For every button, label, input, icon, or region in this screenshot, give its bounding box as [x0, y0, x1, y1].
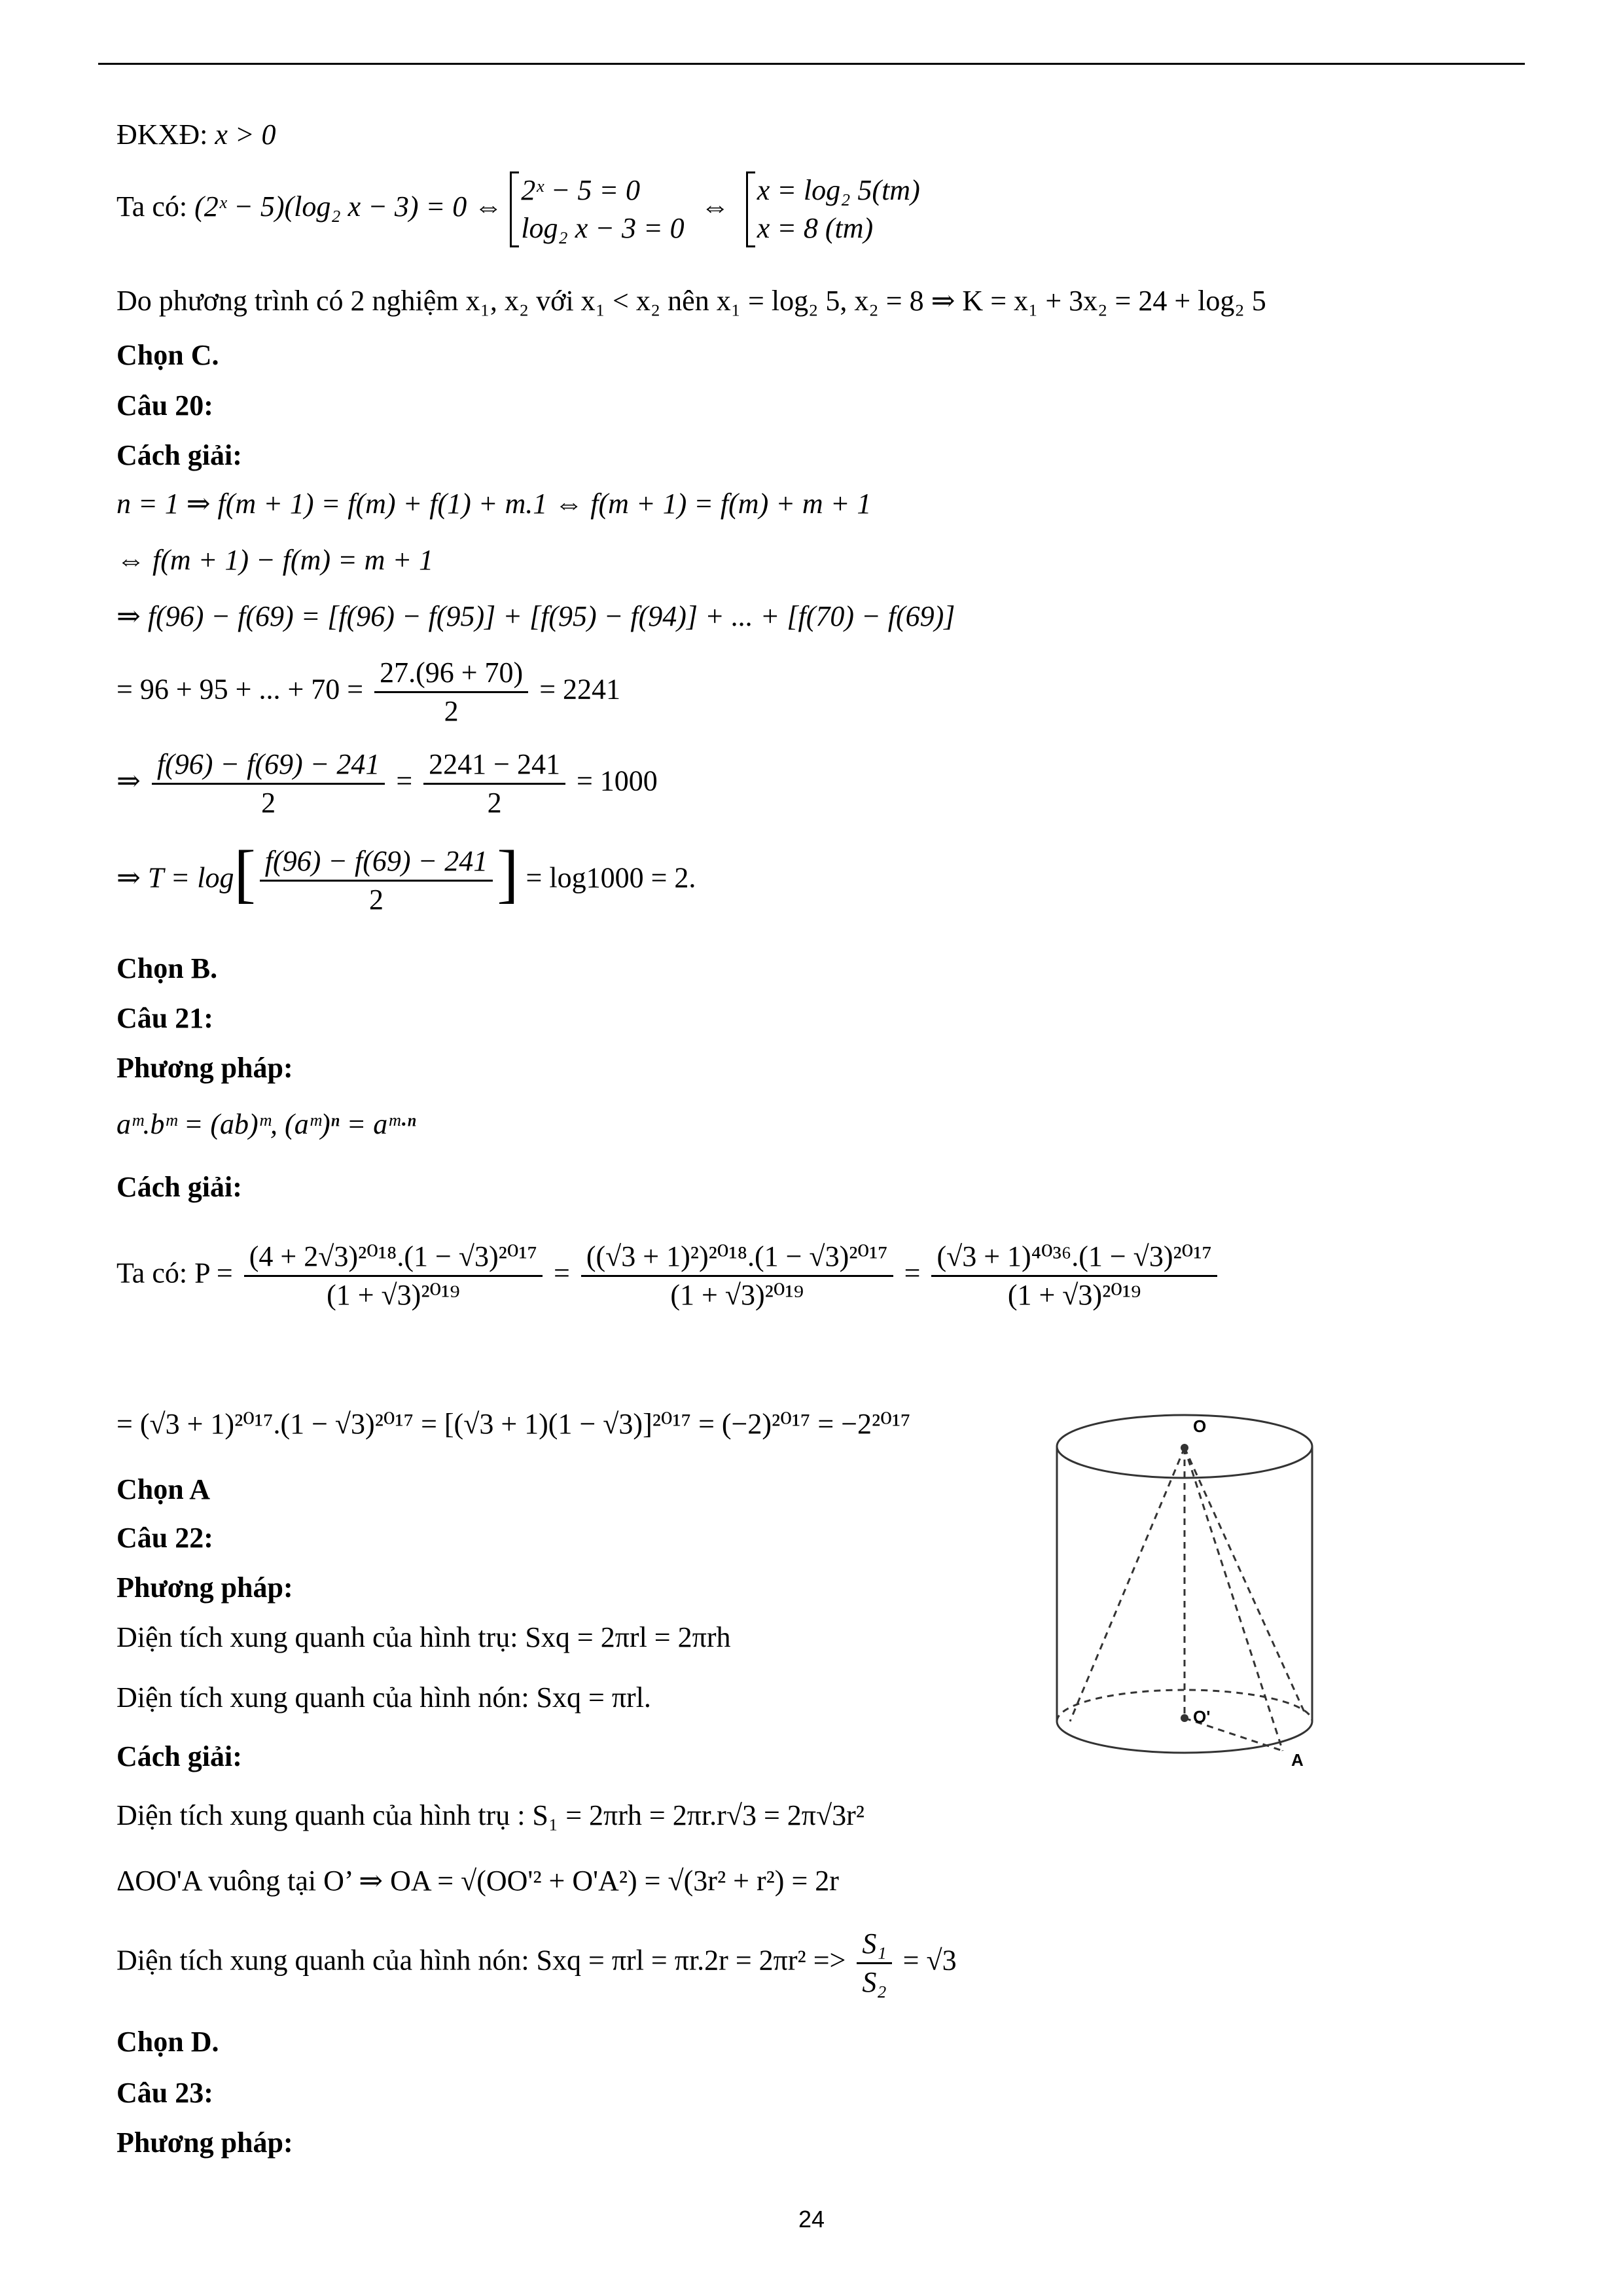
bottom-front-arc — [1057, 1721, 1312, 1753]
q21-expression: Ta có: P = $\frac{\text{(4 + 2√3)²⁰¹⁸.(1 − √3)²⁰¹⁷}}{\text{(1 + √3)²⁰¹⁹}}$ = $\frac{\text{((√3 + 1)²)²⁰¹⁸.(1 − √3)²⁰¹⁷}}{\text{(1 + √3)²⁰¹⁹}}$ = $\frac{\text{(√3 + 1)⁴⁰³⁶.(1 − √3)²⁰¹⁷}}{\text{(1 + √3)²⁰¹⁹}}$ — [116, 1238, 1221, 1314]
q21-fraction-2: $\frac{\text{((√3 + 1)²)²⁰¹⁸.(1 − √3)²⁰¹⁷}}{\text{(1 + √3)²⁰¹⁹}}$ — [581, 1238, 893, 1314]
cone-left-edge — [1070, 1448, 1185, 1721]
q22-solution-2: ΔOO'A vuông tại O’ ⇒ OA = √(OO'² + O'A²) = √(3r² + r²) = 2r — [116, 1865, 839, 1897]
q19-system-1: 2ˣ − 5 = 0 log₂ x − 3 = 0 — [510, 171, 684, 247]
dkxd-line — [116, 117, 276, 153]
q20-title: Câu 20: — [116, 389, 213, 422]
q21-formula: aᵐ.bᵐ = (ab)ᵐ, (aᵐ)ⁿ = aᵐ·ⁿ — [116, 1108, 416, 1140]
q22-method-1: Diện tích xung quanh của hình trụ: Sxq = 2πrl = 2πrh — [116, 1621, 731, 1653]
q20-line1: n = 1 ⇒ f(m + 1) = f(m) + f(1) + m.1 ⇔ f(m + 1) = f(m) + m + 1 — [116, 488, 872, 520]
q21-taco: Ta có: P = — [116, 1257, 233, 1289]
q20-line4-fraction: $\frac{27.(96 + 70)}{2}$ — [374, 655, 528, 730]
q19-equation — [116, 171, 920, 247]
q22-solution-title: Cách giải: — [116, 1740, 242, 1772]
q21-solution-title: Cách giải: — [116, 1171, 242, 1203]
q20-line6-fraction: $\frac{f(96) - f(69) - 241}{2}$ — [260, 843, 493, 918]
dkxd-label: ĐKXĐ: — [116, 118, 208, 151]
q20-line3: ⇒ f(96) − f(69) = [f(96) − f(95)] + [f(95) − f(94)] + ... + [f(70) − f(69)] — [116, 600, 955, 632]
q21-method-title: Phương pháp: — [116, 1052, 293, 1084]
label-A: A — [1291, 1750, 1304, 1770]
point-O — [1181, 1444, 1188, 1452]
q20-answer: Chọn B. — [116, 952, 218, 984]
q22-solution-1: Diện tích xung quanh của hình trụ : S₁ = 2πrh = 2πr.r√3 = 2π√3r² — [116, 1799, 865, 1831]
header-rule — [98, 63, 1525, 65]
q22-solution-3: Diện tích xung quanh của hình nón: Sxq = πrl = πr.2r = 2πr² => $\frac{\text{S₁}}{\text{S₂}}$ = √3 — [116, 1926, 957, 2001]
q20-line5-fraction-1: $\frac{f(96) - f(69) - 241}{2}$ — [152, 746, 385, 821]
q22-method-2: Diện tích xung quanh của hình nón: Sxq = πrl. — [116, 1681, 651, 1713]
q21-fraction-1: $\frac{\text{(4 + 2√3)²⁰¹⁸.(1 − √3)²⁰¹⁷}}{\text{(1 + √3)²⁰¹⁹}}$ — [244, 1238, 543, 1314]
q21-title: Câu 21: — [116, 1002, 213, 1034]
q20-line5: ⇒ $\frac{f(96) - f(69) - 241}{2}$ = $\frac{2241 - 241}{2}$ = 1000 — [116, 746, 658, 821]
cone-edge-A — [1185, 1448, 1283, 1751]
q23-method-title: Phương pháp: — [116, 2126, 293, 2159]
q23-title: Câu 23: — [116, 2077, 213, 2109]
q21-line2: = (√3 + 1)²⁰¹⁷.(1 − √3)²⁰¹⁷ = [(√3 + 1)(1 − √3)]²⁰¹⁷ = (−2)²⁰¹⁷ = −2²⁰¹⁷ — [116, 1408, 911, 1440]
point-O-prime — [1181, 1714, 1188, 1722]
q22-method-title: Phương pháp: — [116, 1571, 293, 1604]
label-O: O — [1193, 1416, 1207, 1436]
q19-iff: ⇔ — [700, 190, 730, 223]
page-number: 24 — [798, 2206, 825, 2233]
cone-right-edge — [1185, 1448, 1306, 1715]
cylinder-cone-figure — [1044, 1407, 1345, 1774]
q20-line6: ⇒ T = log[ $\frac{f(96) - f(69) - 241}{2}$ ] = log1000 = 2. — [116, 843, 696, 918]
q21-answer: Chọn A — [116, 1473, 211, 1505]
q21-fraction-3: $\frac{\text{(√3 + 1)⁴⁰³⁶.(1 − √3)²⁰¹⁷}}{\text{(1 + √3)²⁰¹⁹}}$ — [931, 1238, 1217, 1314]
label-O-prime: O' — [1193, 1707, 1211, 1727]
q19-answer: Chọn C. — [116, 339, 219, 371]
q19-taco: Ta có: — [116, 190, 188, 223]
q20-line4: = 96 + 95 + ... + 70 = $\frac{27.(96 + 70)}{2}$ = 2241 — [116, 655, 620, 730]
q20-line2: ⇔ f(m + 1) − f(m) = m + 1 — [116, 544, 434, 576]
dkxd-condition: x > 0 — [215, 118, 276, 151]
q19-eq-left: (2ˣ − 5)(log₂ x − 3) = 0 ⇔ — [194, 190, 503, 223]
q19-conclusion: Do phương trình có 2 nghiệm x₁, x₂ với x₁ < x₂ nên x₁ = log₂ 5, x₂ = 8 ⇒ K = x₁ + 3x₂ = 24 + log₂ 5 — [116, 285, 1266, 317]
q22-title: Câu 22: — [116, 1522, 213, 1554]
q22-answer: Chọn D. — [116, 2026, 219, 2058]
q22-ratio-fraction: $\frac{\text{S₁}}{\text{S₂}}$ — [857, 1926, 891, 2001]
q19-system-2: x = log₂ 5(tm) x = 8 (tm) — [746, 171, 920, 247]
q20-method: Cách giải: — [116, 439, 242, 471]
q20-line5-fraction-2: $\frac{2241 - 241}{2}$ — [423, 746, 565, 821]
